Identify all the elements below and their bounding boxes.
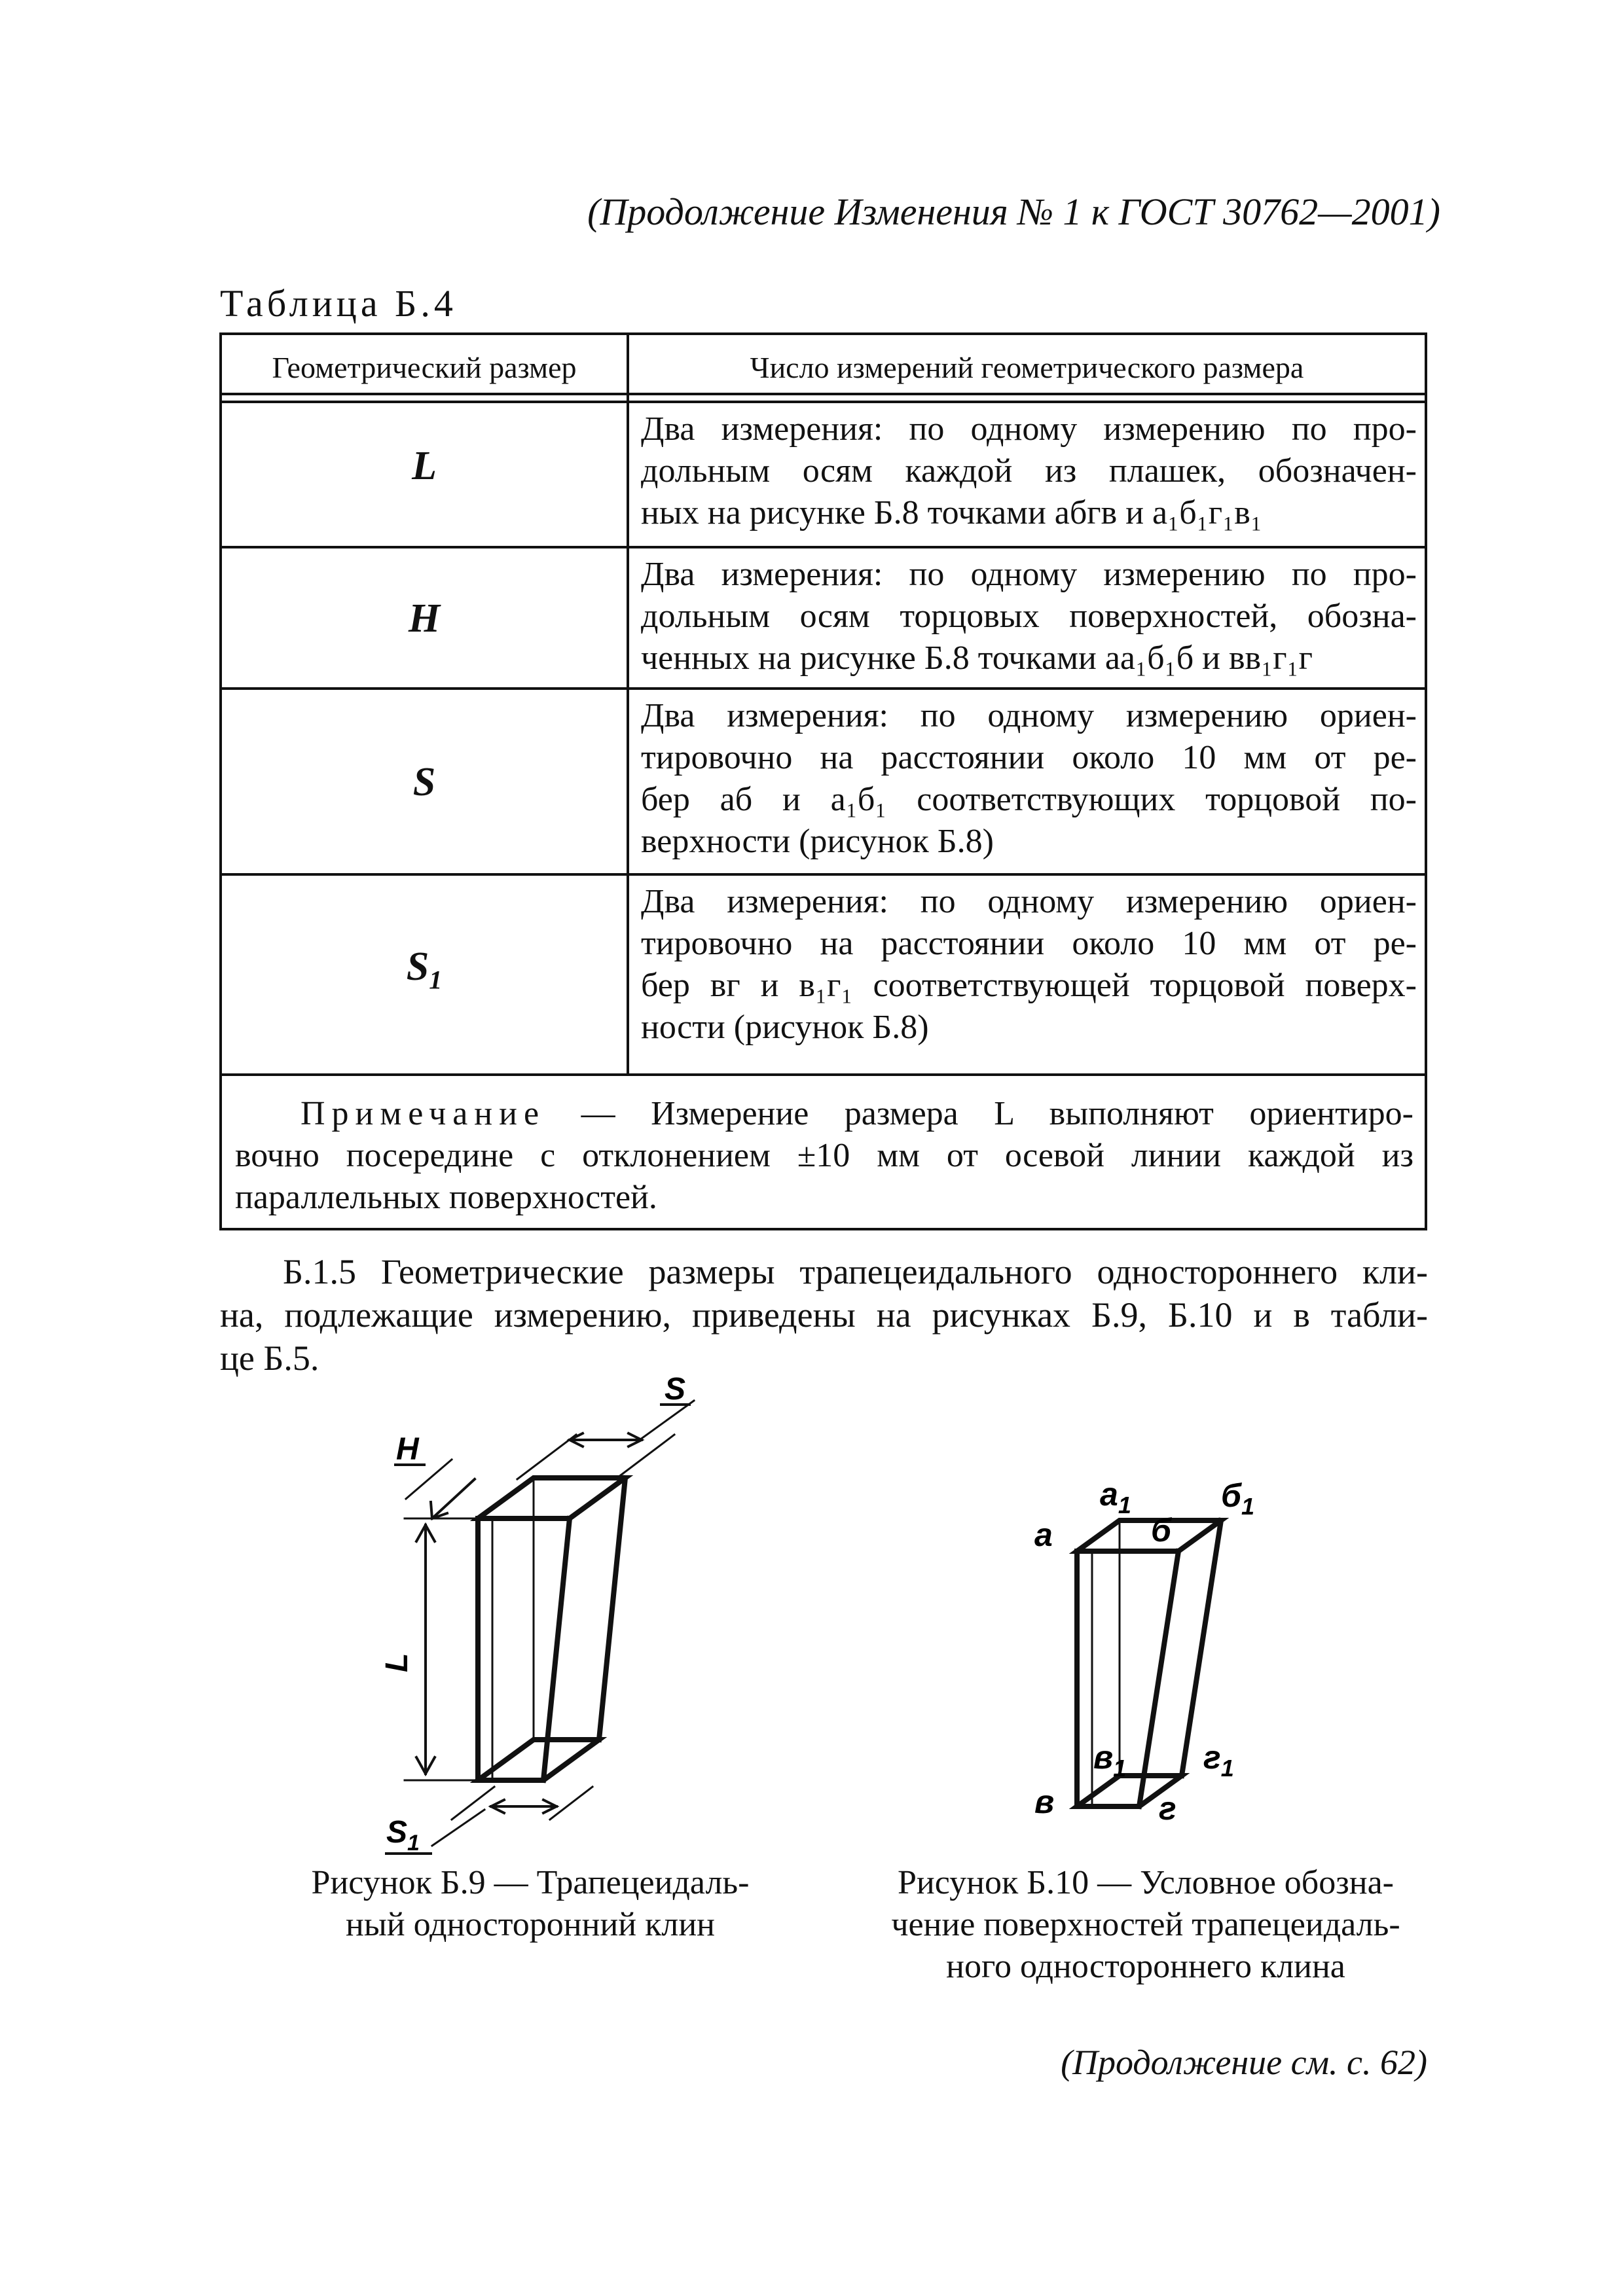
description-line: Два измерения: по одному измерению ориен-	[641, 883, 1417, 920]
label-v1	[1093, 1739, 1126, 1782]
extension-line-s-right	[615, 1435, 674, 1479]
continuation-note: (Продолжение см. с. 62)	[1061, 2043, 1427, 2082]
paragraph-b1-5	[220, 1250, 1428, 1380]
dimension-line-h	[432, 1479, 475, 1518]
label-s: S	[665, 1372, 686, 1407]
paragraph-line: Б.1.5 Геометрические размеры трапецеидального одностороннего кли-	[283, 1252, 1428, 1291]
extension-line-s-left	[517, 1435, 576, 1479]
row-divider	[222, 546, 1425, 548]
description-line: Два измерения: по одному измерению по про-	[641, 556, 1417, 593]
row-description-s1	[641, 881, 1417, 1049]
paragraph-line: це Б.5.	[220, 1338, 319, 1378]
row-divider	[222, 687, 1425, 690]
figure-b9-drawing	[354, 1361, 759, 1859]
note-line: параллельных поверхностей.	[235, 1179, 657, 1216]
label-b: б	[1151, 1512, 1171, 1549]
description-line: тировочно на расстоянии около 10 мм от ре-	[641, 739, 1417, 776]
caption-line: ный односторонний клин	[346, 1906, 715, 1943]
caption-line: чение поверхностей трапецеидаль-	[891, 1906, 1400, 1943]
table-b4	[219, 332, 1427, 1230]
description-line: бер аб и а₁б₁ соответствующих торцовой по-	[641, 781, 1417, 818]
header-rule-double	[222, 401, 1425, 403]
column-header-geometric-size: Геометрический размер	[272, 351, 577, 384]
description-line: ченных на рисунке Б.8 точками аа₁б₁б и вв₁г₁г	[641, 639, 1313, 677]
label-b1-main: б	[1221, 1477, 1241, 1514]
label-b1-sub: 1	[1241, 1493, 1254, 1520]
description-line: Два измерения: по одному измерению по про-	[641, 410, 1417, 448]
wedge-bottom-face	[478, 1740, 599, 1780]
description-line: дольным осям торцовых поверхностей, обозна-	[641, 598, 1417, 635]
label-g1-sub: 1	[1220, 1755, 1234, 1782]
caption-line: Рисунок Б.9 — Трапецеидаль-	[311, 1864, 750, 1901]
table-caption: Таблица Б.4	[220, 282, 457, 325]
block-back-right-edge	[1182, 1520, 1221, 1776]
label-a: а	[1034, 1516, 1053, 1553]
description-line: ности (рисунок Б.8)	[641, 1009, 929, 1046]
wedge-back-right-edge	[599, 1478, 625, 1740]
block-top-face	[1077, 1520, 1221, 1551]
note-line: вочно посередине с отклонением ±10 мм от осевой линии каждой из	[235, 1137, 1413, 1174]
label-s1	[386, 1815, 420, 1856]
label-a1-sub: 1	[1118, 1492, 1131, 1518]
caption-line: ного одностороннего клина	[946, 1948, 1345, 1985]
symbol-subscript: 1	[429, 965, 443, 995]
figure-b10-drawing	[1028, 1466, 1303, 1833]
row-symbol-s1	[222, 944, 627, 995]
label-l: L	[380, 1653, 414, 1672]
label-a1-main: а	[1100, 1476, 1118, 1513]
extension-line-s1-right	[550, 1787, 593, 1820]
paragraph-line: на, подлежащие измерению, приведены на рисунках Б.9, Б.10 и в табли-	[220, 1295, 1428, 1335]
figure-b10	[1028, 1466, 1303, 1833]
table-note	[235, 1093, 1413, 1219]
symbol-text: S	[406, 944, 429, 989]
figure-b9-caption	[242, 1862, 818, 1946]
caption-line: Рисунок Б.10 — Условное обозна-	[897, 1864, 1394, 1901]
wedge-top-face	[478, 1478, 625, 1518]
label-b1	[1221, 1477, 1254, 1520]
label-g1	[1203, 1739, 1234, 1782]
block-front-right-edge	[1139, 1551, 1178, 1806]
figure-b9	[354, 1361, 759, 1859]
label-g1-main: г	[1203, 1739, 1221, 1776]
note-line	[235, 1093, 1413, 1135]
row-symbol-h	[222, 596, 627, 642]
description-line: тировочно на расстоянии около 10 мм от ре-	[641, 925, 1417, 962]
row-description-l	[641, 408, 1417, 534]
description-line: дольным осям каждой из плашек, обозначен-	[641, 452, 1417, 490]
label-a1	[1100, 1476, 1131, 1518]
row-description-h	[641, 554, 1417, 679]
extension-line-s1-left	[452, 1787, 494, 1820]
label-v: в	[1034, 1784, 1055, 1820]
description-line: бер вг и в₁г₁ соответствующей торцовой поверх-	[641, 967, 1417, 1004]
note-text: — Измерение размера L выполняют ориентиро-	[545, 1095, 1413, 1132]
symbol-text: L	[412, 444, 437, 488]
label-g: г	[1159, 1790, 1176, 1827]
label-h: H	[396, 1432, 419, 1467]
figure-b10-caption	[851, 1862, 1440, 1988]
symbol-text: H	[408, 596, 441, 641]
column-header-measurement-count: Число измерений геометрического размера	[750, 351, 1304, 384]
note-label: Примечание	[301, 1095, 546, 1132]
description-line: ных на рисунке Б.8 точками абгв и а₁б₁г₁в₁	[641, 494, 1262, 531]
row-symbol-s	[222, 759, 627, 806]
running-header: (Продолжение Изменения № 1 к ГОСТ 30762—2001)	[587, 190, 1440, 233]
row-divider	[222, 1073, 1425, 1076]
column-divider	[627, 335, 629, 1075]
label-s1-main: S	[386, 1815, 408, 1850]
description-line: верхности (рисунок Б.8)	[641, 823, 994, 860]
label-v1-sub: 1	[1113, 1755, 1127, 1782]
row-divider	[222, 873, 1425, 876]
label-v1-main: в	[1093, 1739, 1114, 1776]
row-symbol-l	[222, 443, 627, 490]
label-s1-sub: 1	[407, 1831, 420, 1856]
row-description-s	[641, 695, 1417, 863]
description-line: Два измерения: по одному измерению ориен-	[641, 697, 1417, 734]
symbol-text: S	[412, 760, 436, 804]
leader-line-s	[635, 1401, 694, 1443]
